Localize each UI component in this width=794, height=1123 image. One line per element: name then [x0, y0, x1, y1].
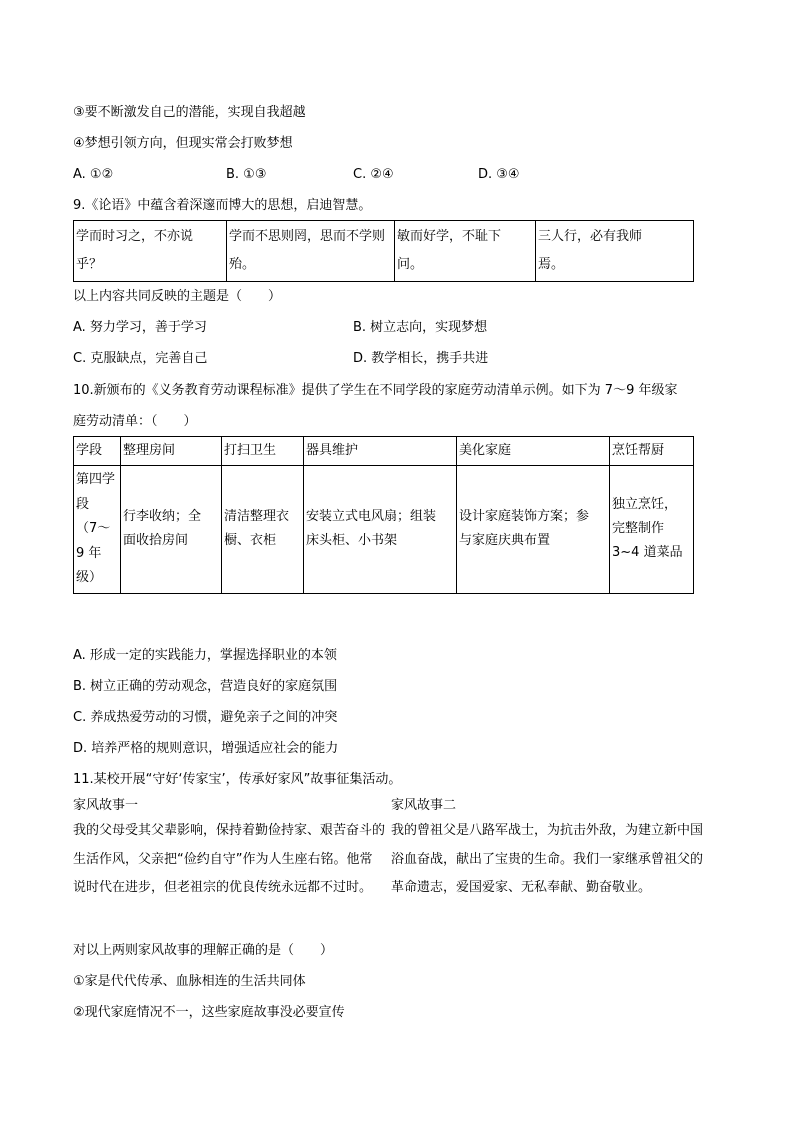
q9-option-d[interactable]: D. 教学相长，携手共进 — [353, 351, 489, 366]
q10-option-d[interactable]: D. 培养严格的规则意识，增强适应社会的能力 — [73, 741, 339, 756]
q10-row-maintenance: 安装立式电风扇；组装 床头柜、小书架 — [304, 466, 457, 594]
q11-question: 对以上两则家风故事的理解正确的是（ ） — [73, 943, 334, 958]
q10-row-stage: 第四学 段 （7～ 9 年 级） — [74, 466, 121, 594]
q10-option-a[interactable]: A. 形成一定的实践能力，掌握选择职业的本领 — [73, 648, 337, 663]
q8-option-c[interactable]: C. ②④ — [353, 167, 394, 182]
q8-item-4: ④梦想引领方向，但现实常会打败梦想 — [73, 136, 293, 151]
q11-story2-title: 家风故事二 — [391, 798, 457, 813]
q10-option-b[interactable]: B. 树立正确的劳动观念，营造良好的家庭氛围 — [73, 679, 338, 694]
q9-cell-1: 学而时习之，不亦说 乎？ — [74, 221, 227, 282]
q9-cell-3: 敏而好学，不耻下 问。 — [395, 221, 536, 282]
q10-stem-line1: 10.新颁布的《义务教育劳动课程标准》提供了学生在不同学段的家庭劳动清单示例。如下为 7～9 年级家 — [73, 383, 678, 398]
q9-table — [73, 220, 694, 282]
q10-row-cooking: 独立烹饪， 完整制作 3~4 道菜品 — [610, 466, 694, 594]
q10-header-cleaning: 打扫卫生 — [222, 437, 304, 466]
q8-option-d[interactable]: D. ③④ — [478, 167, 520, 182]
q10-row-decoration: 设计家庭装饰方案；参 与家庭庆典布置 — [457, 466, 610, 594]
q11-story2-text: 我的曾祖父是八路军战士，为抗击外敌，为建立新中国浴血奋战，献出了宝贵的生命。我们一家继承曾祖父的革命遗志，爱国爱家、无私奉献、勤奋敬业。 — [391, 823, 704, 895]
q9-stem: 9.《论语》中蕴含着深邃而博大的思想，启迪智慧。 — [73, 198, 372, 213]
q9-option-a[interactable]: A. 努力学习，善于学习 — [73, 320, 207, 335]
q8-option-b[interactable]: B. ①③ — [226, 167, 267, 182]
q10-header-cooking: 烹饪帮厨 — [610, 437, 694, 466]
q8-option-a[interactable]: A. ①② — [73, 167, 114, 182]
q10-header-room: 整理房间 — [121, 437, 222, 466]
q10-header-stage: 学段 — [74, 437, 121, 466]
q9-option-c[interactable]: C. 克服缺点，完善自己 — [73, 351, 208, 366]
q8-item-3: ③要不断激发自己的潜能，实现自我超越 — [73, 105, 306, 120]
q10-table — [73, 436, 694, 594]
q10-table-row — [74, 466, 694, 594]
q11-item-2: ②现代家庭情况不一，这些家庭故事没必要宣传 — [73, 1005, 345, 1020]
q11-stem: 11.某校开展“守好‘传家宝’，传承好家风”故事征集活动。 — [73, 772, 402, 787]
q10-stem-line2: 庭劳动清单：（ ） — [73, 414, 197, 429]
q9-question: 以上内容共同反映的主题是（ ） — [73, 289, 282, 304]
q9-option-b[interactable]: B. 树立志向，实现梦想 — [353, 320, 488, 335]
q10-header-maintenance: 器具维护 — [304, 437, 457, 466]
q9-cell-4: 三人行，必有我师 焉。 — [536, 221, 694, 282]
q10-option-c[interactable]: C. 养成热爱劳动的习惯，避免亲子之间的冲突 — [73, 710, 338, 725]
q10-table-header — [74, 437, 694, 466]
q11-story1-text: 我的父母受其父辈影响，保持着勤俭持家、艰苦奋斗的生活作风，父亲把“俭约自守”作为人生座右铭。他常说时代在进步，但老祖宗的优良传统永远都不过时。 — [73, 823, 386, 895]
q11-item-1: ①家是代代传承、血脉相连的生活共同体 — [73, 974, 306, 989]
q11-story1-title: 家风故事一 — [73, 798, 139, 813]
q10-row-cleaning: 清洁整理衣 橱、衣柜 — [222, 466, 304, 594]
q10-row-room: 行李收纳；全 面收拾房间 — [121, 466, 222, 594]
q10-header-decoration: 美化家庭 — [457, 437, 610, 466]
q9-cell-2: 学而不思则罔，思而不学则 殆。 — [227, 221, 395, 282]
